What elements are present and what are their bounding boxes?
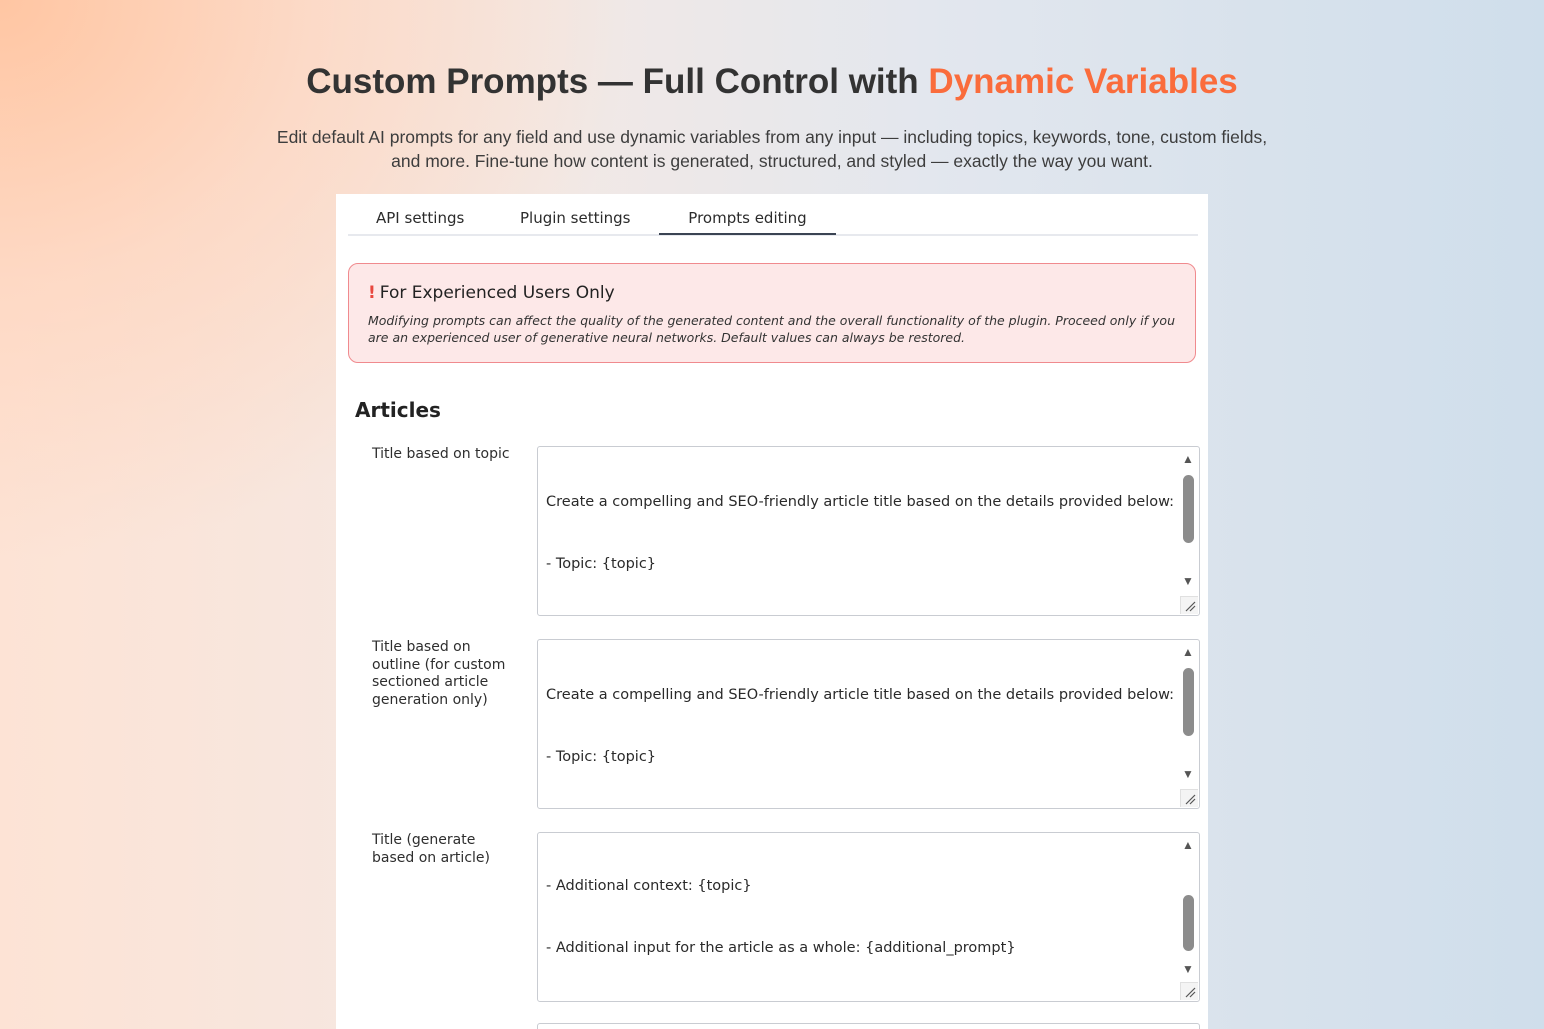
tab-bar	[348, 194, 1198, 236]
triangle-up-icon[interactable]: ▲	[1182, 452, 1194, 466]
scrollbar[interactable]	[1177, 640, 1199, 808]
warning-box	[348, 263, 1196, 363]
prompt-text	[546, 451, 1176, 616]
prompt-line	[546, 1000, 1176, 1002]
scrollbar-thumb[interactable]	[1183, 668, 1194, 736]
prompt-line: - Topic: {topic}	[546, 555, 657, 572]
prompt-line: - Additional context: {topic}	[546, 878, 752, 895]
scrollbar-thumb[interactable]	[1183, 475, 1194, 543]
resize-grip-icon[interactable]	[1180, 982, 1198, 1000]
prompt-line: Create a compelling and SEO-friendly article title based on the details provided below:	[546, 687, 1175, 704]
tab-api-settings[interactable]: API settings	[376, 209, 465, 227]
warning-text: Modifying prompts can affect the quality of the generated content and the overall functionality of the plugin. Proceed only if you are an experienced user of generative neural networks. Default values can always be restored.	[368, 313, 1176, 345]
prompt-text	[546, 835, 1176, 1002]
prompt-line: - Additional input for the article as a whole: {additional_prompt}	[546, 939, 1016, 956]
warning-title	[368, 283, 615, 303]
scrollbar[interactable]	[1177, 447, 1199, 615]
hero-title	[0, 62, 1544, 102]
prompt-textarea-next[interactable]	[537, 1023, 1200, 1029]
prompt-line: - Topic: {topic}	[546, 748, 657, 765]
prompt-line: Create a compelling and SEO-friendly article title based on the details provided below:	[546, 494, 1175, 511]
triangle-down-icon[interactable]: ▼	[1182, 962, 1194, 976]
hero-subtitle: Edit default AI prompts for any field and use dynamic variables from any input — including topics, keywords, tone, custom fields, and more. Fine-tune how content is generated, structured, and styled — exactly the way you want.	[276, 127, 1268, 171]
triangle-down-icon[interactable]: ▼	[1182, 574, 1194, 588]
resize-grip-icon[interactable]	[1180, 789, 1198, 807]
section-title-articles: Articles	[355, 398, 441, 422]
hero-title-accent: Dynamic Variables	[928, 62, 1238, 101]
tab-prompts-editing[interactable]: Prompts editing	[659, 209, 836, 235]
field-label-title-outline: Title based on outline (for custom sectioned article generation only)	[372, 639, 506, 708]
resize-grip-icon[interactable]	[1180, 596, 1198, 614]
warning-mark-icon: !	[368, 283, 376, 303]
triangle-up-icon[interactable]: ▲	[1182, 838, 1194, 852]
scrollbar-thumb[interactable]	[1183, 895, 1194, 951]
tab-plugin-settings[interactable]: Plugin settings	[520, 209, 631, 227]
triangle-up-icon[interactable]: ▲	[1182, 645, 1194, 659]
prompt-textarea-title-topic[interactable]	[537, 446, 1200, 616]
settings-panel	[336, 194, 1208, 1029]
field-label-title-topic: Title based on topic	[372, 446, 510, 462]
scrollbar[interactable]	[1177, 833, 1199, 1001]
prompt-textarea-title-outline[interactable]	[537, 639, 1200, 809]
field-label-title-article: Title (generate based on article)	[372, 832, 490, 866]
hero-title-main: Custom Prompts — Full Control with	[306, 62, 929, 101]
triangle-down-icon[interactable]: ▼	[1182, 767, 1194, 781]
prompt-textarea-title-article[interactable]	[537, 832, 1200, 1002]
warning-title-text: For Experienced Users Only	[379, 283, 615, 303]
prompt-text	[546, 644, 1176, 809]
